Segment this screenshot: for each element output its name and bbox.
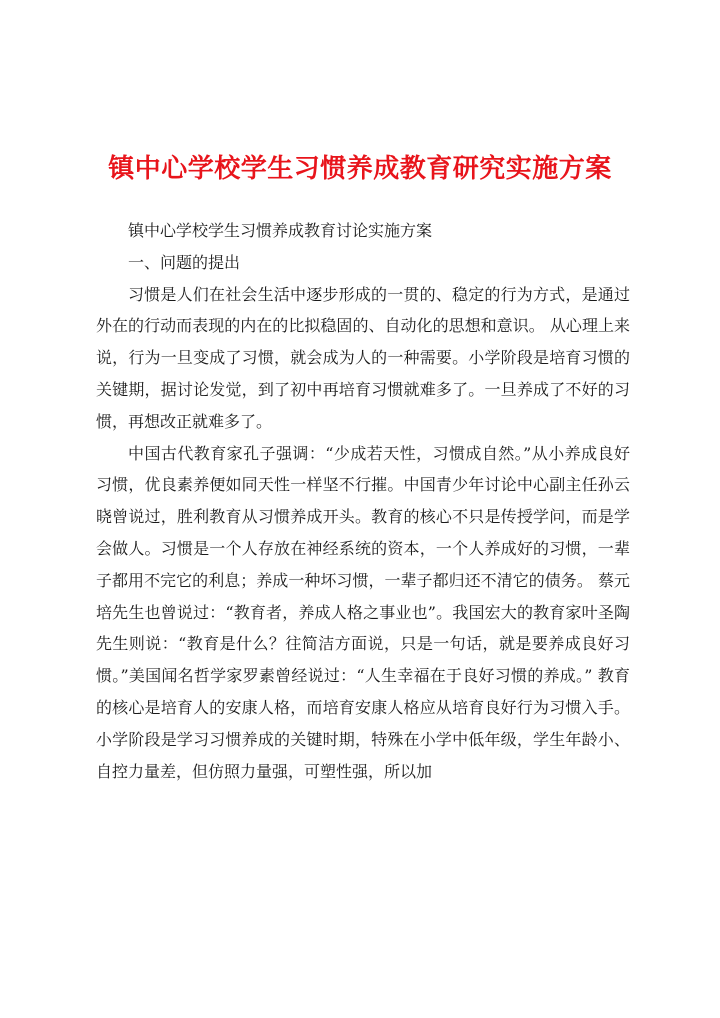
document-title: 镇中心学校学生习惯养成教育研究实施方案 — [108, 154, 612, 184]
subtitle-paragraph: 镇中心学校学生习惯养成教育讨论实施方案 — [128, 221, 433, 240]
section-heading: 一、问题的提出 — [128, 252, 241, 272]
body-paragraph: 中国古代教育家孔子强调：“少成若天性，习惯成自然。”从小养成良好习惯，优良素养便如同天性一样坚不行摧。中国青少年讨论中心副主任孙云晓曾说过，胜利教育从习惯养成开头。教育的核心不只是传授学问，而是学会做人。习惯是一个人存放在神经系统的资本，一个人养成好的习惯，一辈子都用不完它的利息；养成一种坏习惯，一辈子都归还不清它的债务。 蔡元培先生也曾说过：“教育者，养成人格之事业也”。我国宏大的教育家叶圣陶先生则说：“教育是什么？往简洁方面说，只是一句话，就是要养成良好习惯。”美国闻名哲学家罗素曾经说过：“人生幸福在于良好习惯的养成。” 教育的核心是培育人的安康人格，而培育安康人格应从培育良好行为习惯入手。小学阶段是学习习惯养成的关键时期，特殊在小学中低年级，学生年龄小、自控力量差，但仿照力量强，可塑性强，所以加 — [96, 443, 630, 781]
document-body — [96, 215, 630, 787]
body-paragraph: 习惯是人们在社会生活中逐步形成的一贯的、稳定的行为方式，是通过外在的行动而表现的内在的比拟稳固的、自动化的思想和意识。 从心理上来说，行为一旦变成了习惯，就会成为人的一种需要。小学阶段是培育习惯的关键期，据讨论发觉，到了初中再培育习惯就难多了。一旦养成了不好的习惯，再想改正就难多了。 — [96, 284, 630, 431]
